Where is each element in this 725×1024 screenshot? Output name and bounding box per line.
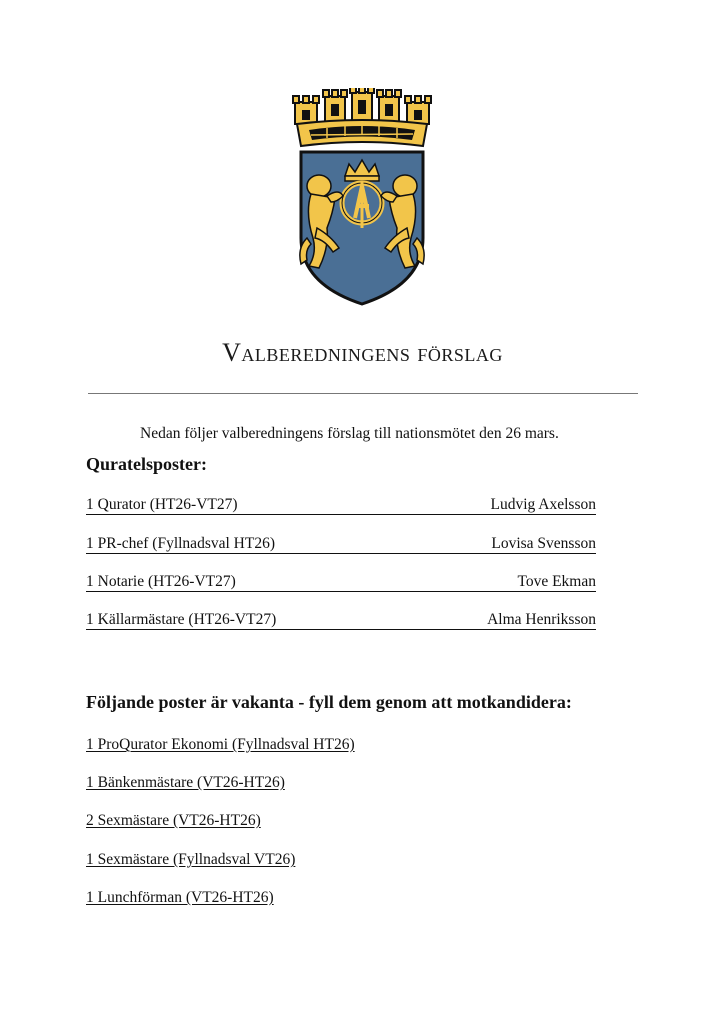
quratel-row [86, 573, 596, 592]
candidate-name: Tove Ekman [517, 573, 596, 590]
quratel-row [86, 611, 596, 630]
candidate-name: Alma Henriksson [487, 611, 596, 628]
intro-text: Nedan följer valberedningens förslag till nationsmötet den 26 mars. [140, 425, 559, 442]
coat-of-arms-crest-icon [287, 88, 437, 308]
quratel-row [86, 496, 596, 515]
vacant-heading: Följande poster är vakanta - fyll dem genom att motkandidera: [86, 692, 572, 712]
quratel-heading: Quratelsposter: [86, 454, 207, 474]
post-title: 1 Qurator (HT26-VT27) [86, 496, 238, 513]
quratel-row [86, 535, 596, 554]
candidate-name: Ludvig Axelsson [490, 496, 596, 513]
vacant-post: 1 ProQurator Ekonomi (Fyllnadsval HT26) [86, 736, 355, 753]
vacant-post: 2 Sexmästare (VT26-HT26) [86, 812, 261, 829]
title-divider [88, 393, 638, 394]
vacant-post: 1 Sexmästare (Fyllnadsval VT26) [86, 851, 296, 868]
post-title: 1 PR-chef (Fyllnadsval HT26) [86, 535, 275, 552]
page-title: Valberedningens förslag [222, 338, 503, 367]
post-title: 1 Källarmästare (HT26-VT27) [86, 611, 277, 628]
vacant-post: 1 Bänkenmästare (VT26-HT26) [86, 774, 285, 791]
post-title: 1 Notarie (HT26-VT27) [86, 573, 236, 590]
candidate-name: Lovisa Svensson [491, 535, 596, 552]
vacant-post: 1 Lunchförman (VT26-HT26) [86, 889, 274, 906]
